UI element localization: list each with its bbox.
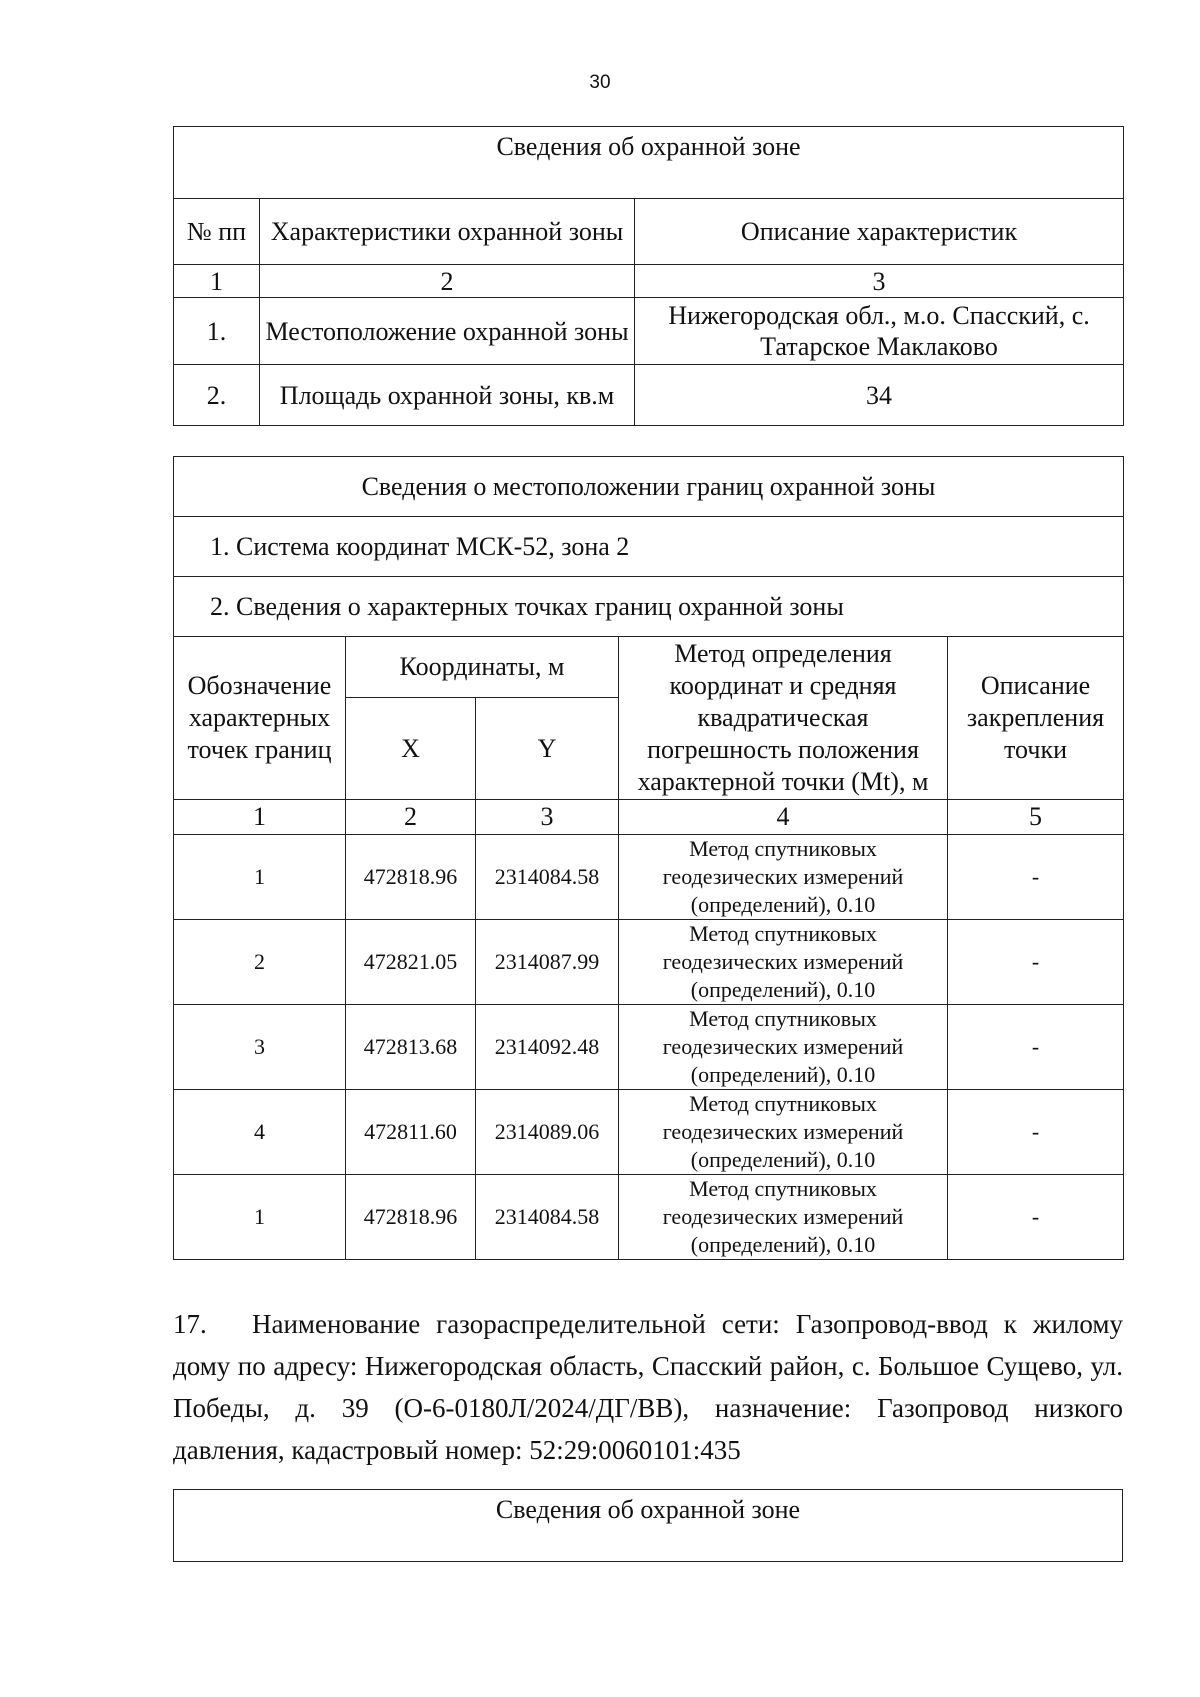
- header-x: X: [346, 698, 476, 800]
- paragraph-number: 17.: [173, 1309, 207, 1339]
- boundary-location-table: [173, 456, 1124, 1260]
- column-number: 5: [948, 800, 1124, 835]
- point-x: 472818.96: [346, 1175, 476, 1260]
- header-designation: Обозначение характерных точек границ: [174, 637, 346, 800]
- point-id: 4: [174, 1090, 346, 1175]
- column-number: 1: [174, 800, 346, 835]
- point-method: Метод спутниковых геодезических измерений (определений), 0.10: [619, 920, 948, 1005]
- points-subtitle: 2. Сведения о характерных точках границ охранной зоны: [174, 577, 1124, 637]
- point-method: Метод спутниковых геодезических измерений (определений), 0.10: [619, 835, 948, 920]
- point-y: 2314092.48: [476, 1005, 619, 1090]
- header-cell: № пп: [174, 199, 260, 265]
- table-row: [174, 1090, 1124, 1175]
- header-method: Метод определения координат и средняя квадратическая погрешность положения характерной точки (Mt), м: [619, 637, 948, 800]
- table-row: [174, 920, 1124, 1005]
- point-y: 2314084.58: [476, 835, 619, 920]
- gas-network-paragraph: [173, 1303, 1123, 1471]
- table-cell: Местоположение охранной зоны: [260, 298, 635, 365]
- point-id: 3: [174, 1005, 346, 1090]
- table-row: [174, 835, 1124, 920]
- column-number: 3: [635, 265, 1124, 298]
- table-cell: 1.: [174, 298, 260, 365]
- page-number: 30: [589, 72, 611, 93]
- paragraph-text: Наименование газораспределительной сети: Газопровод-ввод к жилому дому по адресу: Нижегородская область, Спасский район, с. Большое Сущево, ул. Победы, д. 39 (О-6-0180Л/2024/ДГ/ВВ), назначение: Газопровод низкого давления, кадастровый номер: 52:29:0060101:435: [173, 1309, 1123, 1465]
- column-number: 2: [260, 265, 635, 298]
- point-x: 472818.96: [346, 835, 476, 920]
- table-row: [174, 1175, 1124, 1260]
- column-number: 1: [174, 265, 260, 298]
- header-y: Y: [476, 698, 619, 800]
- point-id: 2: [174, 920, 346, 1005]
- table-cell: Нижегородская обл., м.о. Спасский, с. Татарское Маклаково: [635, 298, 1124, 365]
- point-x: 472821.05: [346, 920, 476, 1005]
- point-fixing: -: [948, 1090, 1124, 1175]
- point-y: 2314089.06: [476, 1090, 619, 1175]
- point-method: Метод спутниковых геодезических измерений (определений), 0.10: [619, 1175, 948, 1260]
- column-number: 2: [346, 800, 476, 835]
- table-row: [174, 365, 1124, 426]
- table-cell: 34: [635, 365, 1124, 426]
- table-title: Сведения о местоположении границ охранной зоны: [174, 457, 1124, 517]
- header-coordinates: Координаты, м: [346, 637, 619, 698]
- header-fixing: Описание закрепления точки: [948, 637, 1124, 800]
- point-x: 472813.68: [346, 1005, 476, 1090]
- table-title: Сведения об охранной зоне: [174, 127, 1124, 199]
- table-cell: Площадь охранной зоны, кв.м: [260, 365, 635, 426]
- point-fixing: -: [948, 1005, 1124, 1090]
- header-cell: Характеристики охранной зоны: [260, 199, 635, 265]
- coordinate-system: 1. Система координат МСК-52, зона 2: [174, 517, 1124, 577]
- table-row: [174, 298, 1124, 365]
- point-method: Метод спутниковых геодезических измерений (определений), 0.10: [619, 1090, 948, 1175]
- point-y: 2314084.58: [476, 1175, 619, 1260]
- point-fixing: -: [948, 920, 1124, 1005]
- protection-zone-table-2: [173, 1489, 1123, 1562]
- point-id: 1: [174, 835, 346, 920]
- protection-zone-table: [173, 126, 1124, 426]
- table-row: [174, 1005, 1124, 1090]
- column-number: 4: [619, 800, 948, 835]
- point-id: 1: [174, 1175, 346, 1260]
- table-cell: 2.: [174, 365, 260, 426]
- point-fixing: -: [948, 1175, 1124, 1260]
- table-title: Сведения об охранной зоне: [174, 1490, 1123, 1562]
- header-cell: Описание характеристик: [635, 199, 1124, 265]
- column-number: 3: [476, 800, 619, 835]
- point-x: 472811.60: [346, 1090, 476, 1175]
- point-method: Метод спутниковых геодезических измерений (определений), 0.10: [619, 1005, 948, 1090]
- point-y: 2314087.99: [476, 920, 619, 1005]
- point-fixing: -: [948, 835, 1124, 920]
